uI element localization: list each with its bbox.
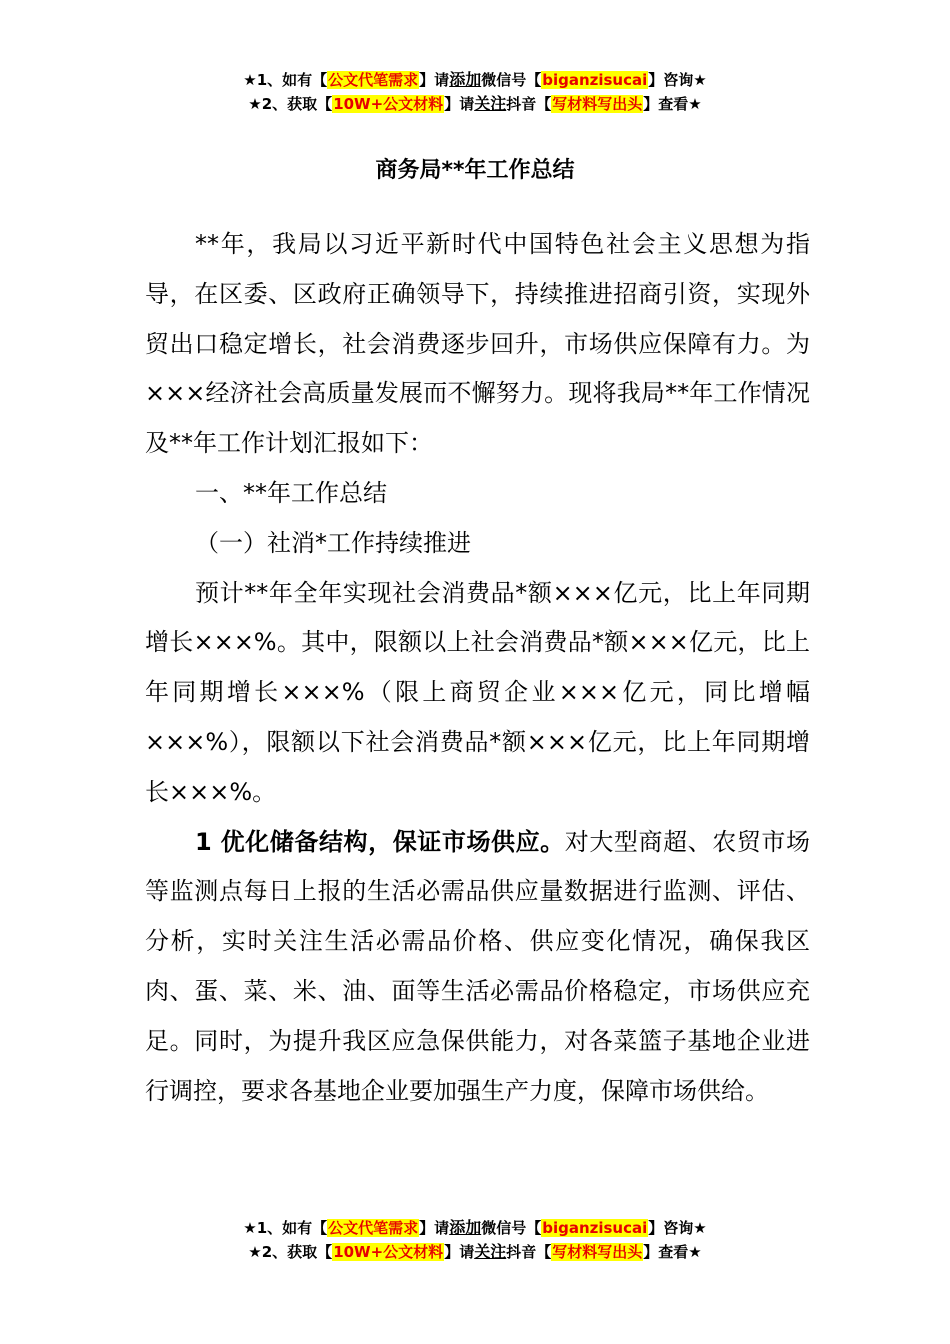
section-heading: 一、**年工作总结	[195, 478, 387, 507]
banner-emphasis: 关注	[474, 94, 507, 113]
banner-line-1	[0, 1216, 950, 1240]
banner-highlight: biganzisucai	[542, 71, 648, 89]
banner-text: 微信号【	[481, 1219, 542, 1237]
banner-text: 】请	[419, 1219, 450, 1237]
banner-text: 抖音【	[506, 1243, 552, 1261]
intro-paragraph: **年，我局以习近平新时代中国特色社会主义思想为指导，在区委、区政府正确领导下，持续推进招商引资，实现外贸出口稳定增长，社会消费逐步回升，市场供应保障有力。为×××经济社会高质量发展而不懈努力。现将我局**年工作情况及**年工作计划汇报如下：	[145, 230, 810, 458]
banner-text: 抖音【	[506, 95, 552, 113]
banner-text: 】查看★	[643, 1243, 702, 1261]
banner-highlight: 10W+公文材料	[333, 95, 444, 113]
banner-line-1	[0, 68, 950, 92]
banner-emphasis: 添加	[449, 70, 482, 89]
body-paragraph: 预计**年全年实现社会消费品*额×××亿元，比上年同期增长×××%。其中，限额以上社会消费品*额×××亿元，比上年同期增长×××%（限上商贸企业×××亿元，同比增幅×××%），限额以下社会消费品*额×××亿元，比上年同期增长×××%。	[145, 578, 810, 806]
banner-line-2	[0, 1240, 950, 1264]
banner-highlight: 公文代笔需求	[328, 71, 419, 89]
banner-text: ★2、获取【	[248, 1243, 333, 1261]
banner-text: 】咨询★	[648, 71, 707, 89]
banner-highlight: 写材料写出头	[552, 95, 643, 113]
subsection-heading: （一）社消*工作持续推进	[195, 528, 471, 557]
banner-text: ★1、如有【	[243, 71, 328, 89]
banner-line-2	[0, 92, 950, 116]
banner-text: 】请	[419, 71, 450, 89]
body-paragraph	[145, 818, 810, 1117]
banner-text: 】咨询★	[648, 1219, 707, 1237]
banner-text: ★2、获取【	[248, 95, 333, 113]
banner-highlight: biganzisucai	[542, 1219, 648, 1237]
banner-text: ★1、如有【	[243, 1219, 328, 1237]
banner-text: 微信号【	[481, 71, 542, 89]
paragraph-lead: 1 优化储备结构，保证市场供应。	[195, 827, 565, 856]
paragraph-text: 对大型商超、农贸市场等监测点每日上报的生活必需品供应量数据进行监测、评估、分析，实时关注生活必需品价格、供应变化情况，确保我区肉、蛋、菜、米、油、面等生活必需品价格稳定，市场供应充足。同时，为提升我区应急保供能力，对各菜篮子基地企业进行调控，要求各基地企业要加强生产力度，保障市场供给。	[145, 827, 810, 1105]
banner-text: 】查看★	[643, 95, 702, 113]
banner-text: 】请	[444, 95, 475, 113]
banner-highlight: 公文代笔需求	[328, 1219, 419, 1237]
banner-highlight: 10W+公文材料	[333, 1243, 444, 1261]
document-body	[145, 220, 810, 1116]
document-title: 商务局**年工作总结	[375, 158, 575, 183]
banner-text: 】请	[444, 1243, 475, 1261]
banner-emphasis: 添加	[449, 1218, 482, 1237]
bottom-banner	[0, 1216, 950, 1264]
banner-emphasis: 关注	[474, 1242, 507, 1261]
banner-highlight: 写材料写出头	[552, 1243, 643, 1261]
top-banner	[0, 68, 950, 116]
